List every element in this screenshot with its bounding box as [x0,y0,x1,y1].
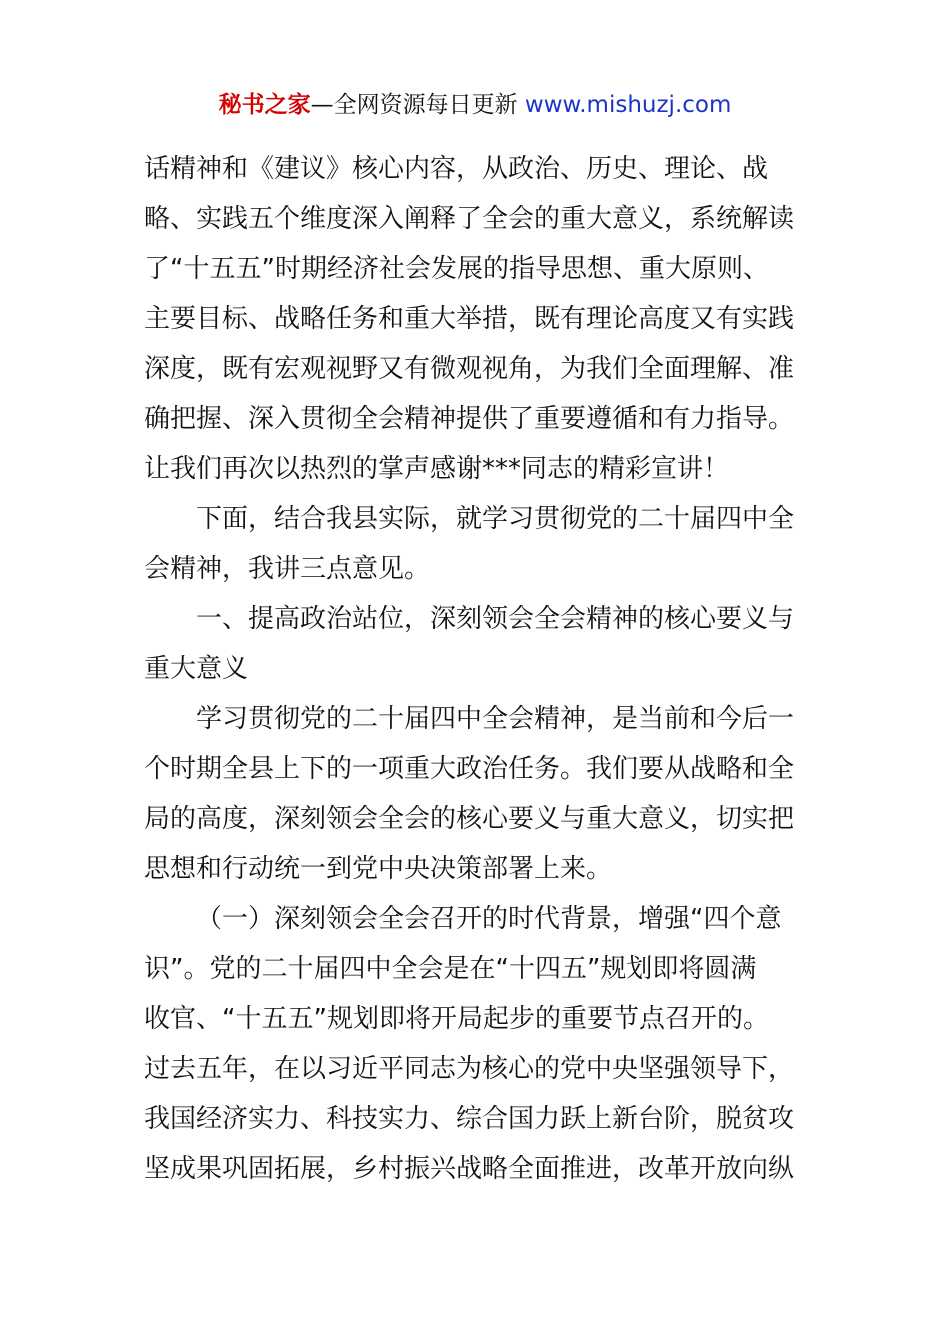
text-line: 深度，既有宏观视野又有微观视角，为我们全面理解、准 [144,354,795,384]
text-line: 过去五年，在以习近平同志为核心的党中央坚强领导下， [144,1054,795,1084]
text-line: 我国经济实力、科技实力、综合国力跃上新台阶，脱贫攻 [144,1104,795,1134]
paragraph-start-line: （一）深刻领会全会召开的时代背景，增强“四个意 [196,904,782,934]
text-line: 识”。党的二十届四中全会是在“十四五”规划即将圆满 [144,954,757,984]
page-header [0,88,950,122]
text-line: 了“十五五”时期经济社会发展的指导思想、重大原则、 [144,254,769,284]
text-line: 略、实践五个维度深入阐释了全会的重大意义，系统解读 [144,204,795,234]
section-heading-line: 重大意义 [144,654,249,684]
text-line: 坚成果巩固拓展，乡村振兴战略全面推进，改革开放向纵 [144,1154,795,1184]
text-line: 话精神和《建议》核心内容，从政治、历史、理论、战 [144,154,769,184]
paragraph-start-line: 下面，结合我县实际，就学习贯彻党的二十届四中全 [196,504,795,534]
text-line: 确把握、深入贯彻全会精神提供了重要遵循和有力指导。 [144,404,795,434]
brand-name: 秘书之家 [218,92,311,118]
text-line: 收官、“十五五”规划即将开局起步的重要节点召开的。 [144,1004,769,1034]
text-line: 会精神，我讲三点意见。 [144,554,431,584]
text-line: 局的高度，深刻领会全会的核心要义与重大意义，切实把 [144,804,795,834]
paragraph-start-line: 学习贯彻党的二十届四中全会精神，是当前和今后一 [196,704,795,734]
text-line: 个时期全县上下的一项重大政治任务。我们要从战略和全 [144,754,795,784]
document-body [144,144,806,1194]
text-line: 思想和行动统一到党中央决策部署上来。 [144,854,613,884]
text-line: 让我们再次以热烈的掌声感谢***同志的精彩宣讲！ [144,454,730,484]
header-tagline: —全网资源每日更新 [310,92,525,118]
section-heading-line: 一、提高政治站位，深刻领会全会精神的核心要义与 [196,604,795,634]
website-link[interactable]: www.mishuzj.com [524,92,732,118]
text-line: 主要目标、战略任务和重大举措，既有理论高度又有实践 [144,304,795,334]
